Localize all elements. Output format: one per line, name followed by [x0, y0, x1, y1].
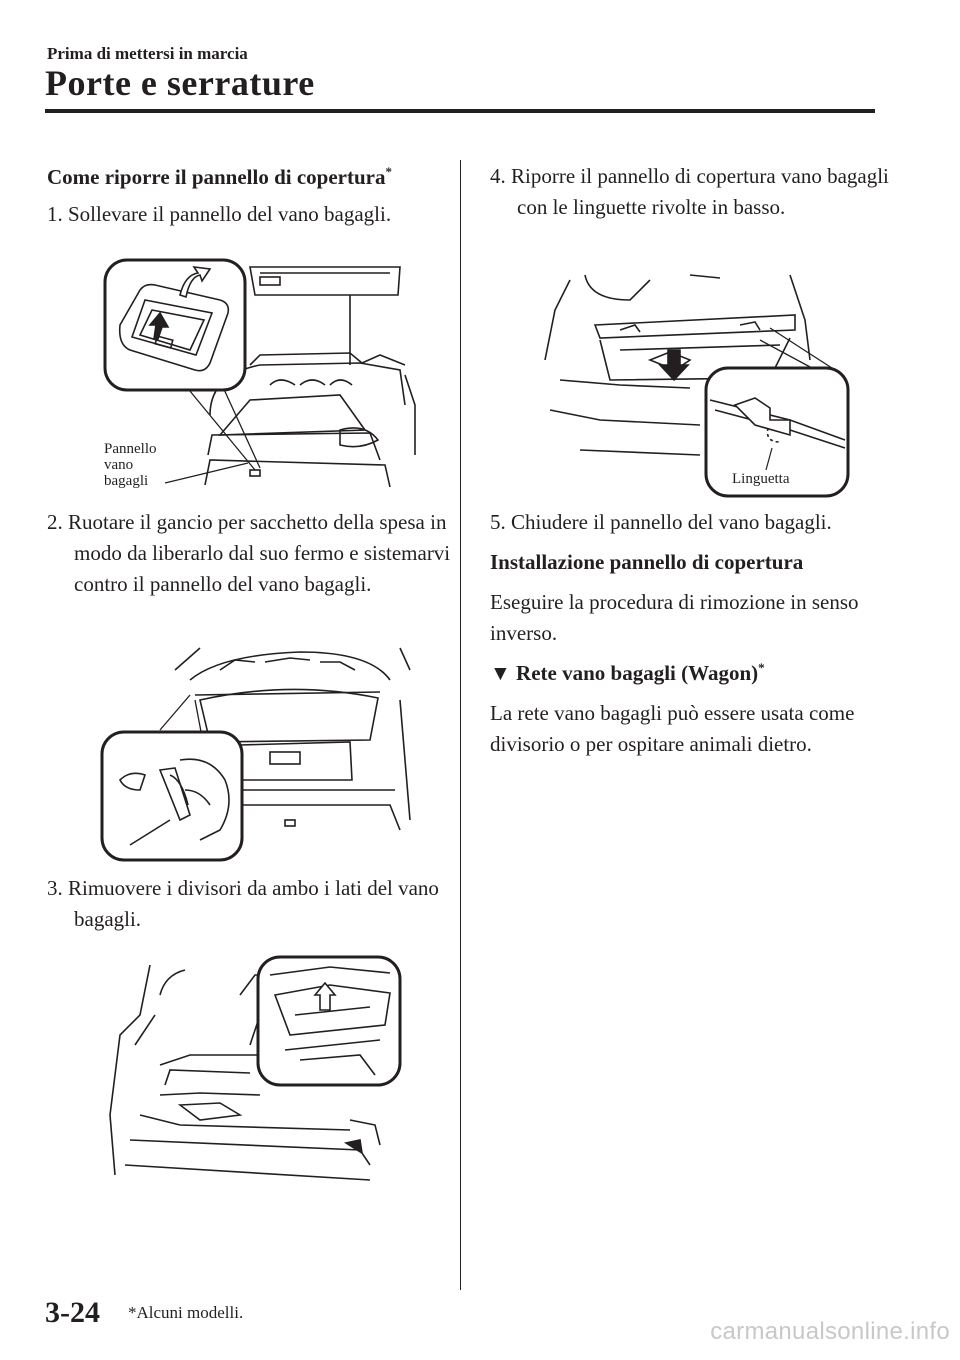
figure-1-callout: Pannello vano bagagli — [104, 441, 157, 489]
step-1: 1. Sollevare il pannello del vano bagagli. — [47, 202, 392, 226]
section-label: Prima di mettersi in marcia — [47, 44, 248, 63]
figure-4-callout: Linguetta — [732, 471, 790, 487]
triangle-down-icon: ▼ — [490, 661, 511, 685]
install-text: Eseguire la procedura di rimozione in senso inverso. — [490, 590, 859, 645]
step-2: 2. Ruotare il gancio per sacchetto della spesa in modo da liberarlo dal suo fermo e sistemarvi contro il pannello del vano bagagli. — [47, 510, 451, 596]
step-5: 5. Chiudere il pannello del vano bagagli. — [490, 510, 832, 534]
page-title: Porte e serrature — [45, 63, 315, 103]
title-rule — [45, 109, 875, 113]
step-4: 4. Riporre il pannello di copertura vano bagagli con le linguette rivolte in basso. — [490, 164, 889, 219]
net-heading: ▼ Rete vano bagagli (Wagon)* — [490, 660, 765, 685]
step-3: 3. Rimuovere i divisori da ambo i lati del vano bagagli. — [47, 876, 439, 931]
install-heading: Installazione pannello di copertura — [490, 550, 804, 574]
storage-heading: Come riporre il pannello di copertura* — [47, 164, 392, 189]
column-divider — [460, 160, 461, 1290]
figure-remove-dividers — [100, 955, 410, 1190]
figure-release-bag-hook — [100, 640, 420, 865]
watermark: carmanualsonline.info — [710, 1318, 950, 1345]
figure-store-cover-panel — [540, 270, 855, 500]
footnote: *Alcuni modelli. — [128, 1303, 244, 1322]
net-text: La rete vano bagagli può essere usata come divisorio o per ospitare animali dietro. — [490, 701, 855, 756]
page-number: 3-24 — [45, 1296, 100, 1329]
